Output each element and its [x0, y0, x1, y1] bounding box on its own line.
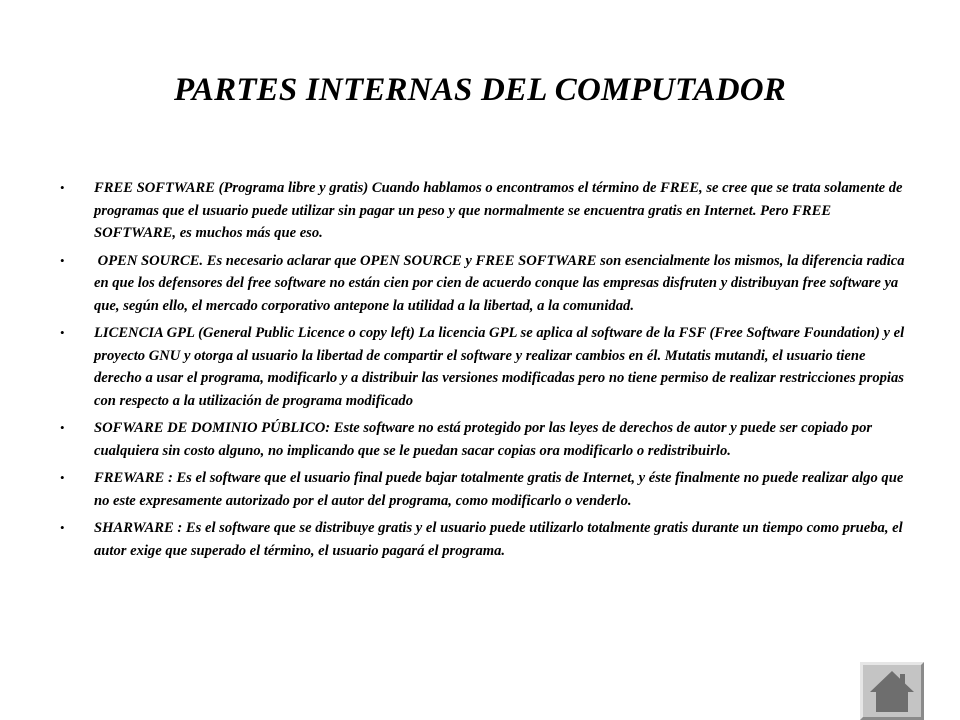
bullet-text: LICENCIA GPL (General Public Licence o copy left) La licencia GPL se aplica al software de la FSF (Free Software Foundation) y el proyecto GNU y otorga al usuario la libertad de compartir el software y realizar cambios en él. Mutatis mutandi, el usuario tiene derecho a usar el programa, modificarlo y a distribuir las versiones modificadas pero no tiene permiso de realizar restricciones propias con respecto a la utilización de programa modificado: [94, 325, 905, 409]
bullet-text: FREWARE : Es el software que el usuario final puede bajar totalmente gratis de Internet, y éste finalmente no puede realizar algo que no este expresamente autorizado por el autor del programa, como modificarlo o venderlo.: [94, 470, 904, 509]
bullet-dominio-publico: [58, 417, 908, 462]
bullet-dot: •: [60, 520, 65, 535]
bullet-text: OPEN SOURCE. Es necesario aclarar que OPEN SOURCE y FREE SOFTWARE son esencialmente los mismos, la diferencia radica en que los defensores del free software no están cien por cien de acuerdo conque las empresas disfruten y distribuyan free software ya que, según ello, el mercado corporativo antepone la utilidad a la libertad, a la comunidad.: [94, 252, 909, 314]
bullet-dot: •: [60, 180, 65, 195]
bullet-list: [58, 177, 908, 567]
bullet-dot: •: [60, 470, 65, 485]
home-icon: [867, 668, 917, 714]
bullet-text: SOFWARE DE DOMINIO PÚBLICO: Este software no está protegido por las leyes de derechos de autor y puede ser copiado por cualquiera sin costo alguno, no implicando que se le puedan sacar copias ora modificarlo o redistribuirlo.: [94, 420, 873, 459]
bullet-dot: •: [60, 420, 65, 435]
bullet-text: SHARWARE : Es el software que se distribuye gratis y el usuario puede utilizarlo totalmente gratis durante un tiempo como prueba, el autor exige que superado el término, el usuario pagará el programa.: [94, 520, 903, 559]
bullet-dot: •: [60, 252, 65, 268]
bullet-licencia-gpl: [58, 322, 908, 412]
bullet-text: FREE SOFTWARE (Programa libre y gratis) Cuando hablamos o encontramos el término de FREE, se cree que se trata solamente de programas que el usuario puede utilizar sin pagar un peso y que normalmente se encuentra gratis en Internet. Pero FREE SOFTWARE, es muchos más que eso.: [94, 180, 903, 241]
bullet-free-software: [58, 177, 908, 245]
bullet-open-source: [58, 250, 908, 318]
bullet-sharware: [58, 517, 908, 562]
home-button[interactable]: [860, 662, 924, 720]
bullet-dot: •: [60, 325, 65, 340]
bullet-freware: [58, 467, 908, 512]
slide-title: PARTES INTERNAS DEL COMPUTADOR: [173, 72, 787, 108]
